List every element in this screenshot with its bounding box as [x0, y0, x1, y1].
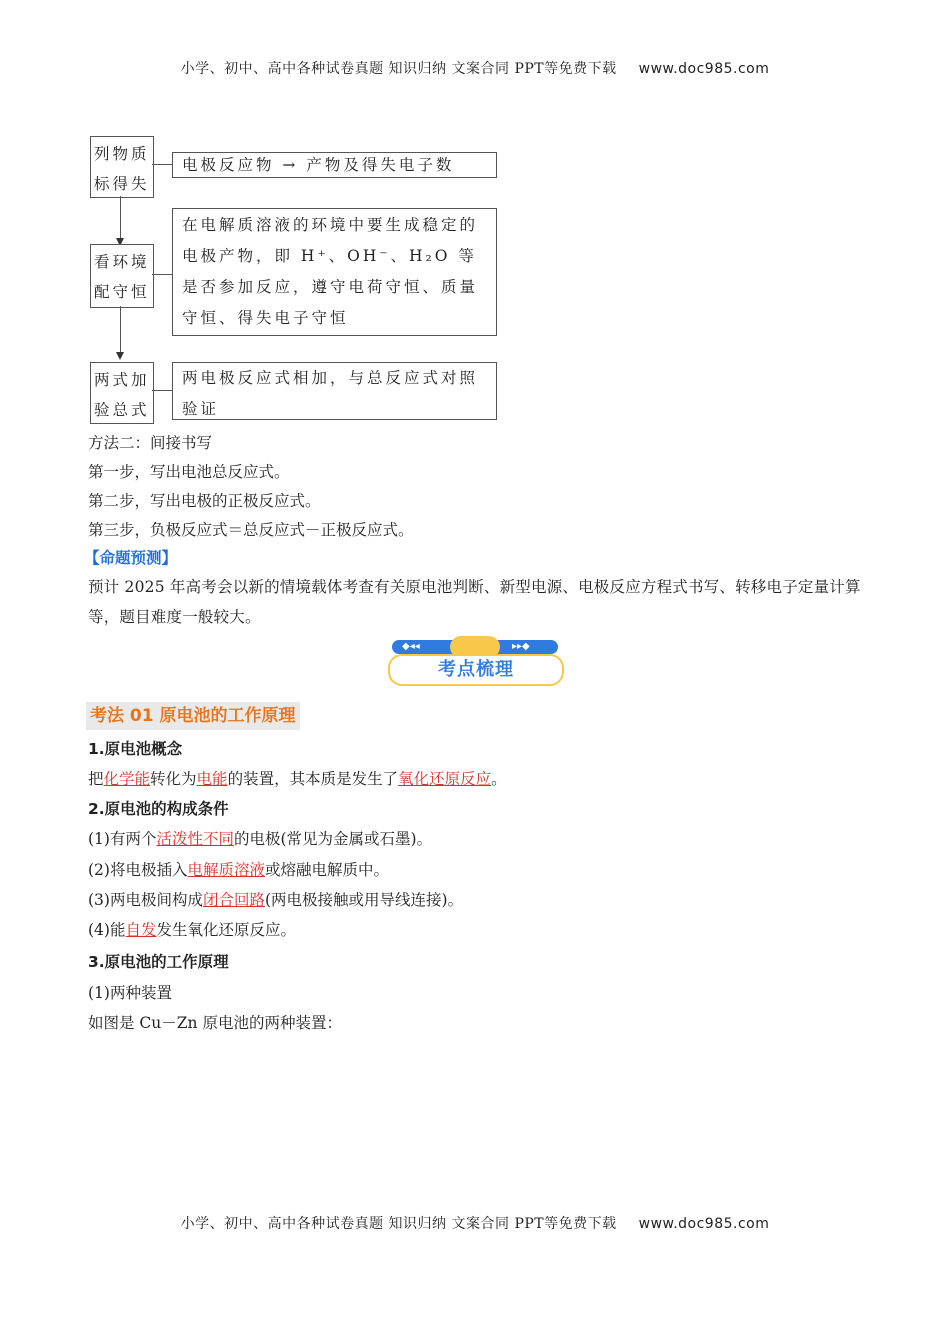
- text: 的装置，其本质是发生了: [227, 770, 399, 788]
- blank-answer: 闭合回路: [202, 891, 265, 909]
- text: 把: [88, 770, 104, 788]
- text: (2)将电极插入: [88, 861, 188, 879]
- flow-step2-label: 看环境配守恒: [90, 244, 154, 308]
- arrow-right-icon: ▸▸◆: [512, 641, 530, 652]
- flow-step2-detail: 在电解质溶液的环境中要生成稳定的电极产物，即 H⁺、OH⁻、H₂O 等是否参加反应，遵守电荷守恒、质量守恒、得失电子守恒: [172, 208, 497, 336]
- blank-answer: 自发: [125, 921, 157, 939]
- page-footer: [0, 1213, 950, 1233]
- condition-1: [88, 829, 432, 849]
- flow-step1-label: 列物质标得失: [90, 136, 154, 198]
- text: (4)能: [88, 921, 126, 939]
- text: (3)两电极间构成: [88, 891, 203, 909]
- text: 的电极(常见为金属或石墨)。: [233, 830, 433, 848]
- flow-step3-label: 两式加验总式: [90, 362, 154, 424]
- condition-2: [88, 860, 389, 880]
- connector: [152, 274, 172, 275]
- arrow-line: [120, 196, 121, 240]
- flowchart: [88, 136, 498, 426]
- badge-label: 考点梳理: [388, 654, 564, 686]
- subheading-devices: (1)两种装置: [88, 984, 172, 1002]
- header-url[interactable]: www.doc985.com: [638, 61, 770, 77]
- method2-step3: 第三步，负极反应式＝总反应式－正极反应式。: [88, 521, 414, 539]
- flow-step3-detail: 两电极反应式相加，与总反应式对照验证: [172, 362, 497, 420]
- blank-answer: 电解质溶液: [187, 861, 265, 879]
- arrow-line: [120, 306, 121, 354]
- blank-answer: 氧化还原反应: [398, 770, 492, 788]
- arrow-left-icon: ◆◂◂: [402, 641, 420, 652]
- section-title: 考法 01 原电池的工作原理: [86, 702, 300, 730]
- method2-step2: 第二步，写出电极的正极反应式。: [88, 492, 321, 510]
- text: (1)有两个: [88, 830, 157, 848]
- text: 或熔融电解质中。: [264, 861, 389, 879]
- concept-paragraph: [88, 769, 507, 789]
- connector: [152, 164, 172, 165]
- heading-principle: 3.原电池的工作原理: [88, 953, 229, 971]
- text: 。: [491, 770, 507, 788]
- text: (两电极接触或用导线连接)。: [264, 891, 464, 909]
- connector: [152, 390, 172, 391]
- method2-step1: 第一步，写出电池总反应式。: [88, 463, 290, 481]
- forecast-tag: 【命题预测】: [84, 549, 178, 567]
- footer-url[interactable]: www.doc985.com: [638, 1216, 770, 1232]
- footer-text: 小学、初中、高中各种试卷真题 知识归纳 文案合同 PPT等免费下载: [180, 1216, 617, 1232]
- condition-3: [88, 890, 463, 910]
- devices-intro: 如图是 Cu－Zn 原电池的两种装置：: [88, 1014, 342, 1032]
- header-text: 小学、初中、高中各种试卷真题 知识归纳 文案合同 PPT等免费下载: [180, 61, 617, 77]
- arrow-down-icon: [116, 352, 124, 360]
- blank-answer: 活泼性不同: [156, 830, 234, 848]
- forecast-text: 预计 2025 年高考会以新的情境载体考查有关原电池判断、新型电源、电极反应方程式书写、转移电子定量计算等，题目难度一般较大。: [88, 578, 861, 626]
- page-header: [0, 58, 950, 78]
- heading-concept: 1.原电池概念: [88, 740, 183, 758]
- method2-title: 方法二：间接书写: [88, 434, 213, 452]
- section-badge: [388, 636, 564, 686]
- blank-answer: 化学能: [103, 770, 151, 788]
- text: 转化为: [150, 770, 197, 788]
- text: 发生氧化还原反应。: [156, 921, 296, 939]
- heading-conditions: 2.原电池的构成条件: [88, 800, 229, 818]
- flow-step1-detail: 电极反应物 → 产物及得失电子数: [172, 152, 497, 178]
- condition-4: [88, 920, 296, 940]
- blank-answer: 电能: [196, 770, 228, 788]
